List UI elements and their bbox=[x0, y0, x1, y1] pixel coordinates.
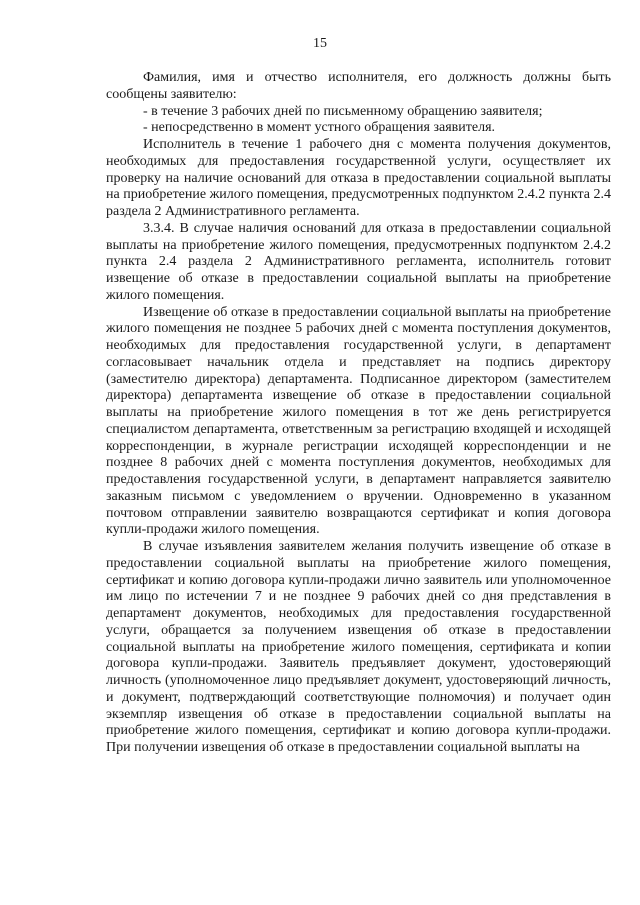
paragraph-oral-request: - непосредственно в момент устного обращения заявителя. bbox=[143, 120, 496, 136]
paragraph-written-request: - в течение 3 рабочих дней по письменному обращению заявителя; bbox=[143, 103, 543, 119]
paragraph-section-3-3-4: 3.3.4. В случае наличия оснований для отказа в предоставлении социальной выплаты на приобретение жилого помещения, предусмотренных подпунктом 2.4.2 пункта 2.4 раздела 2 Административного регламента, исполнитель готовит извещение об отказе в предоставлении социальной выплаты на приобретение жилого помещения. bbox=[106, 220, 611, 303]
page-number: 15 bbox=[313, 36, 327, 51]
paragraph-refusal-notice: Извещение об отказе в предоставлении социальной выплаты на приобретение жилого помещения не позднее 5 рабочих дней с момента поступления документов, необходимых для предоставления государственной услуги, в департамент согласовывает начальник отдела и представляет на подпись директору (заместителю директора) департамента. Подписанное директором (заместителем директора) департамента извещение об отказе в предоставлении социальной выплаты на приобретение жилого помещения в тот же день регистрируется специалистом департамента, ответственным за регистрацию входящей и исходящей корреспонденции, в журнале регистрации исходящей корреспонденции и не позднее 8 рабочих дней с момента поступления документов, необходимых для предоставления государственной услуги, в департамент направляется заявителю заказным письмом с уведомлением о вручении. Одновременно в указанном почтовом отправлении заявителю возвращаются сертификат и копия договора купли-продажи жилого помещения. bbox=[106, 304, 611, 538]
paragraph-personal-pickup: В случае изъявления заявителем желания получить извещение об отказе в предоставлении социальной выплаты на приобретение жилого помещения, сертификат и копию договора купли-продажи лично заявитель или уполномоченное им лицо по истечении 7 и не позднее 9 рабочих дней со дня представления в департамент документов, необходимых для предоставления государственной услуги, обращается за получением извещения об отказе в предоставлении социальной выплаты на приобретение жилого помещения, сертификата и копии договора купли-продажи. Заявитель предъявляет документ, удостоверяющий личность (уполномоченное лицо предъявляет документ, удостоверяющий личность, и документ, подтверждающий соответствующие полномочия) и получает один экземпляр извещения об отказе в предоставлении социальной выплаты на приобретение жилого помещения, сертификат и копию договора купли-продажи. При получении извещения об отказе в предоставлении социальной выплаты на bbox=[106, 539, 611, 755]
document-body bbox=[106, 70, 611, 757]
paragraph-document-check: Исполнитель в течение 1 рабочего дня с момента получения документов, необходимых для предоставления государственной услуги, осуществляет их проверку на наличие оснований для отказа в предоставлении социальной выплаты на приобретение жилого помещения, предусмотренных подпунктом 2.4.2 пункта 2.4 раздела 2 Административного регламента. bbox=[106, 137, 611, 219]
paragraph-contractor-info: Фамилия, имя и отчество исполнителя, его должность должны быть сообщены заявителю: bbox=[106, 70, 611, 102]
